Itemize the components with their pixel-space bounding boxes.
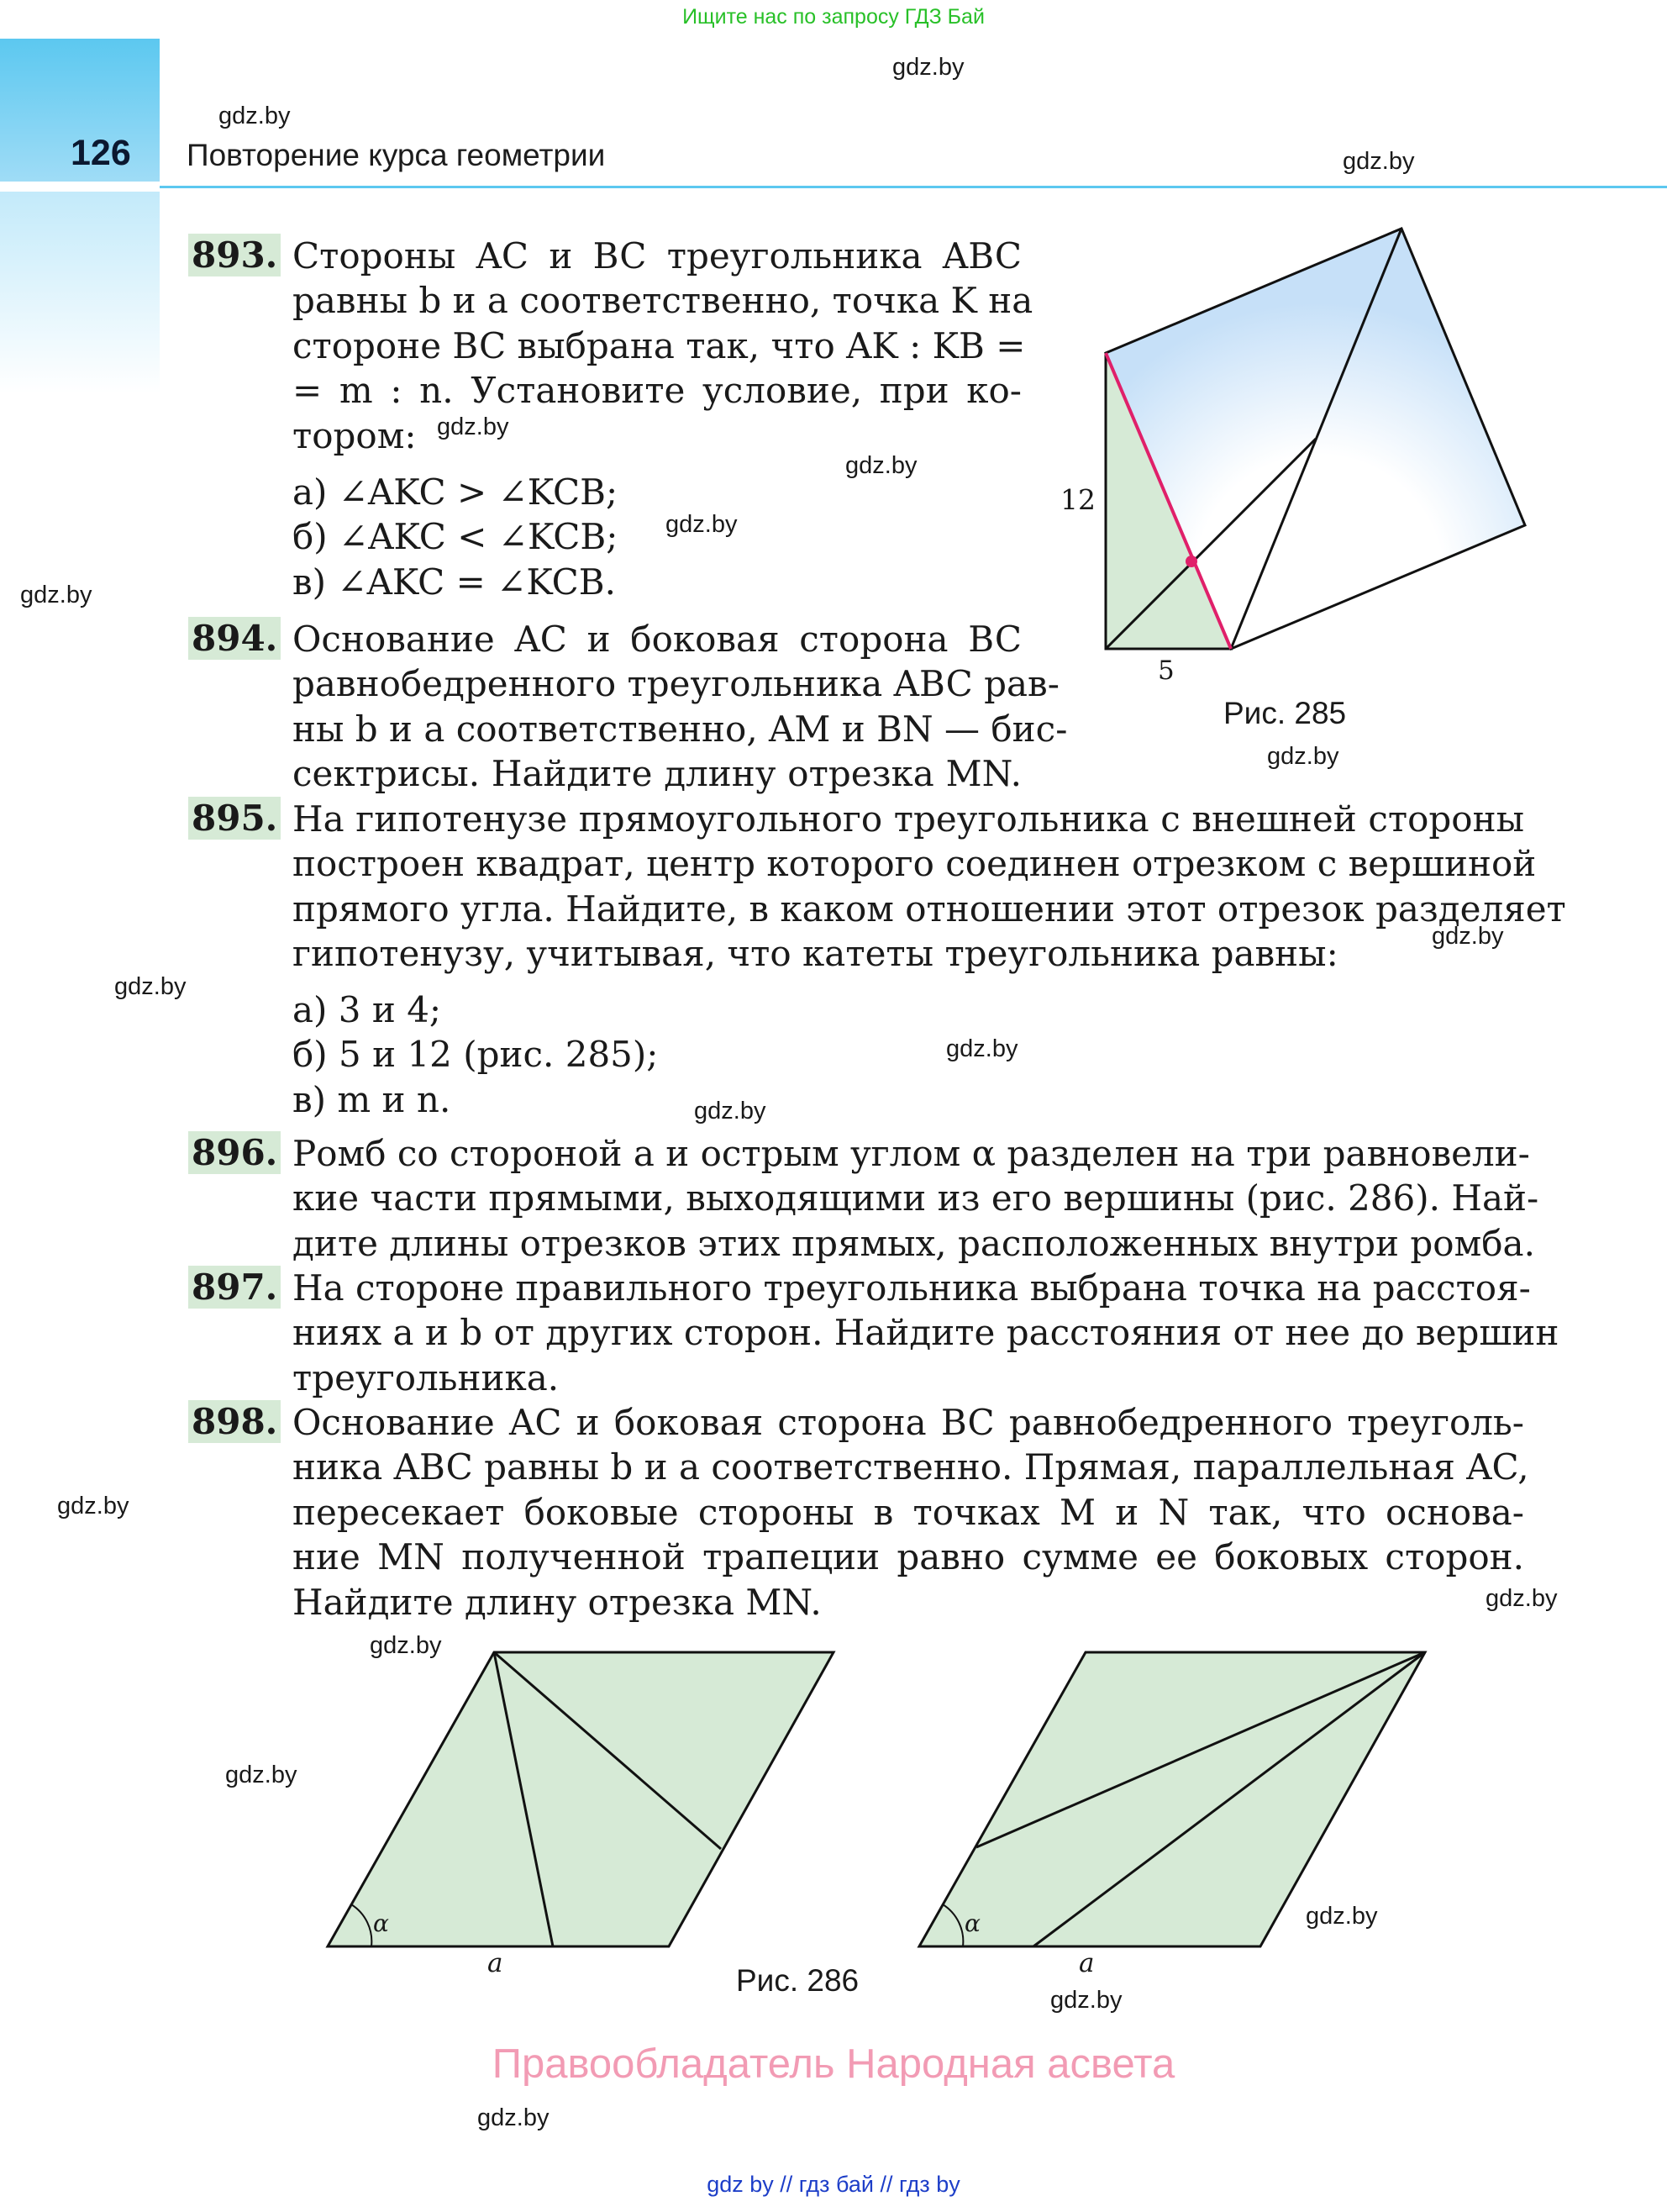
watermark: gdz.by xyxy=(225,1762,297,1788)
watermark: gdz.by xyxy=(20,582,92,608)
problem-text-line: Ромб со стороной a и острым углом α разделен на три равновели- xyxy=(292,1133,1530,1174)
fig285-caption: Рис. 285 xyxy=(1223,696,1347,730)
intersection-point xyxy=(1186,556,1197,567)
problem-text-line: пересекает боковые стороны в точках M и N так, что основа- xyxy=(292,1492,1524,1533)
problem-number-895: 895. xyxy=(188,797,281,840)
figure-285 xyxy=(1042,210,1546,714)
problem-text-line: равнобедренного треугольника ABC рав- xyxy=(292,663,1060,704)
rhombus-left xyxy=(328,1652,834,1946)
problem-text-line: На стороне правильного треугольника выбрана точка на расстоя- xyxy=(292,1267,1531,1309)
watermark: gdz.by xyxy=(1267,743,1339,770)
watermark: gdz.by xyxy=(218,103,291,129)
problem-number-897: 897. xyxy=(188,1266,281,1309)
watermark: gdz.by xyxy=(1050,1987,1123,2014)
problem-text-line: На гипотенузе прямоугольного треугольника с внешней стороны xyxy=(292,798,1524,840)
problem-text-line: треугольника. xyxy=(292,1357,560,1398)
watermark: gdz.by xyxy=(477,2104,550,2131)
copyright-owner: Правообладатель Народная асвета xyxy=(492,2041,1175,2087)
header-divider xyxy=(160,186,1667,188)
fig286-caption: Рис. 286 xyxy=(736,1963,860,1998)
problem-text-line: равны b и a соответственно, точка K на xyxy=(292,280,1033,321)
fig286-alpha-right: α xyxy=(965,1909,981,1937)
problem-text-line: тором: xyxy=(292,415,417,456)
watermark: gdz.by xyxy=(892,54,965,81)
option-895-b: б) 5 и 12 (рис. 285); xyxy=(292,1034,659,1075)
watermark: gdz.by xyxy=(437,413,509,440)
problem-text-line: ны b и a соответственно, AM и BN — бис- xyxy=(292,708,1068,750)
page-title: Повторение курса геометрии xyxy=(187,138,606,172)
watermark: gdz.by xyxy=(946,1035,1018,1062)
problem-text-line: Основание AC и боковая сторона BC xyxy=(292,619,1022,660)
side-gradient xyxy=(0,192,160,393)
page-number: 126 xyxy=(71,133,131,173)
fig286-a-right: a xyxy=(1079,1948,1095,1978)
watermark: gdz.by xyxy=(1432,923,1504,950)
option-893-c: в) ∠AKC = ∠KCB. xyxy=(292,561,616,603)
problem-text-line: дите длины отрезков этих прямых, расположенных внутри ромба. xyxy=(292,1223,1535,1264)
watermark: gdz.by xyxy=(1486,1585,1558,1612)
problem-text-line: гипотенузу, учитывая, что катеты треугольника равны: xyxy=(292,933,1338,974)
problem-number-896: 896. xyxy=(188,1131,281,1174)
option-893-b: б) ∠AKC < ∠KCB; xyxy=(292,516,618,557)
problem-text-line: ние MN полученной трапеции равно сумме ее боковых сторон. xyxy=(292,1536,1524,1577)
watermark: gdz.by xyxy=(1306,1903,1378,1930)
watermark: gdz.by xyxy=(845,452,918,479)
option-895-a: а) 3 и 4; xyxy=(292,989,442,1030)
rhombus-right xyxy=(919,1652,1425,1946)
problem-text-line: стороне BC выбрана так, что AK : KB = xyxy=(292,325,1026,366)
watermark: gdz.by xyxy=(694,1098,766,1124)
problem-text-line: Стороны AC и BC треугольника ABC xyxy=(292,235,1022,276)
option-895-c: в) m и n. xyxy=(292,1079,451,1120)
fig285-label-12: 12 xyxy=(1060,483,1096,516)
footer-links[interactable]: gdz by // гдз бай // гдз by xyxy=(707,2172,960,2197)
watermark: gdz.by xyxy=(665,511,738,538)
problem-text-line: ниях a и b от других сторон. Найдите расстояния от нее до вершин xyxy=(292,1312,1559,1353)
problem-text-line: сектрисы. Найдите длину отрезка MN. xyxy=(292,753,1022,794)
problem-text-line: = m : n. Установите условие, при ко- xyxy=(292,370,1022,411)
problem-number-894: 894. xyxy=(188,617,281,660)
problem-text-line: кие части прямыми, выходящими из его вершины (рис. 286). Най- xyxy=(292,1177,1539,1219)
watermark: gdz.by xyxy=(57,1493,129,1519)
fig286-alpha-left: α xyxy=(373,1909,389,1937)
watermark: gdz.by xyxy=(114,973,187,1000)
problem-number-893: 893. xyxy=(188,234,281,276)
problem-text-line: ника ABC равны b и a соответственно. Прямая, параллельная AC, xyxy=(292,1446,1529,1488)
problem-text-line: Найдите длину отрезка MN. xyxy=(292,1582,822,1623)
watermark: gdz.by xyxy=(370,1632,442,1659)
figure-286 xyxy=(319,1639,1445,1958)
problem-number-898: 898. xyxy=(188,1400,281,1443)
fig285-label-5: 5 xyxy=(1158,656,1175,686)
top-banner[interactable]: Ищите нас по запросу ГДЗ Бай xyxy=(682,5,985,29)
fig286-a-left: a xyxy=(487,1948,503,1978)
option-893-a: а) ∠AKC > ∠KCB; xyxy=(292,471,618,513)
problem-text-line: построен квадрат, центр которого соединен отрезком с вершиной xyxy=(292,843,1537,884)
watermark: gdz.by xyxy=(1343,148,1415,175)
problem-text-line: Основание AC и боковая сторона BC равнобедренного треуголь- xyxy=(292,1402,1524,1443)
problem-text-line: прямого угла. Найдите, в каком отношении этот отрезок разделяет xyxy=(292,888,1566,930)
